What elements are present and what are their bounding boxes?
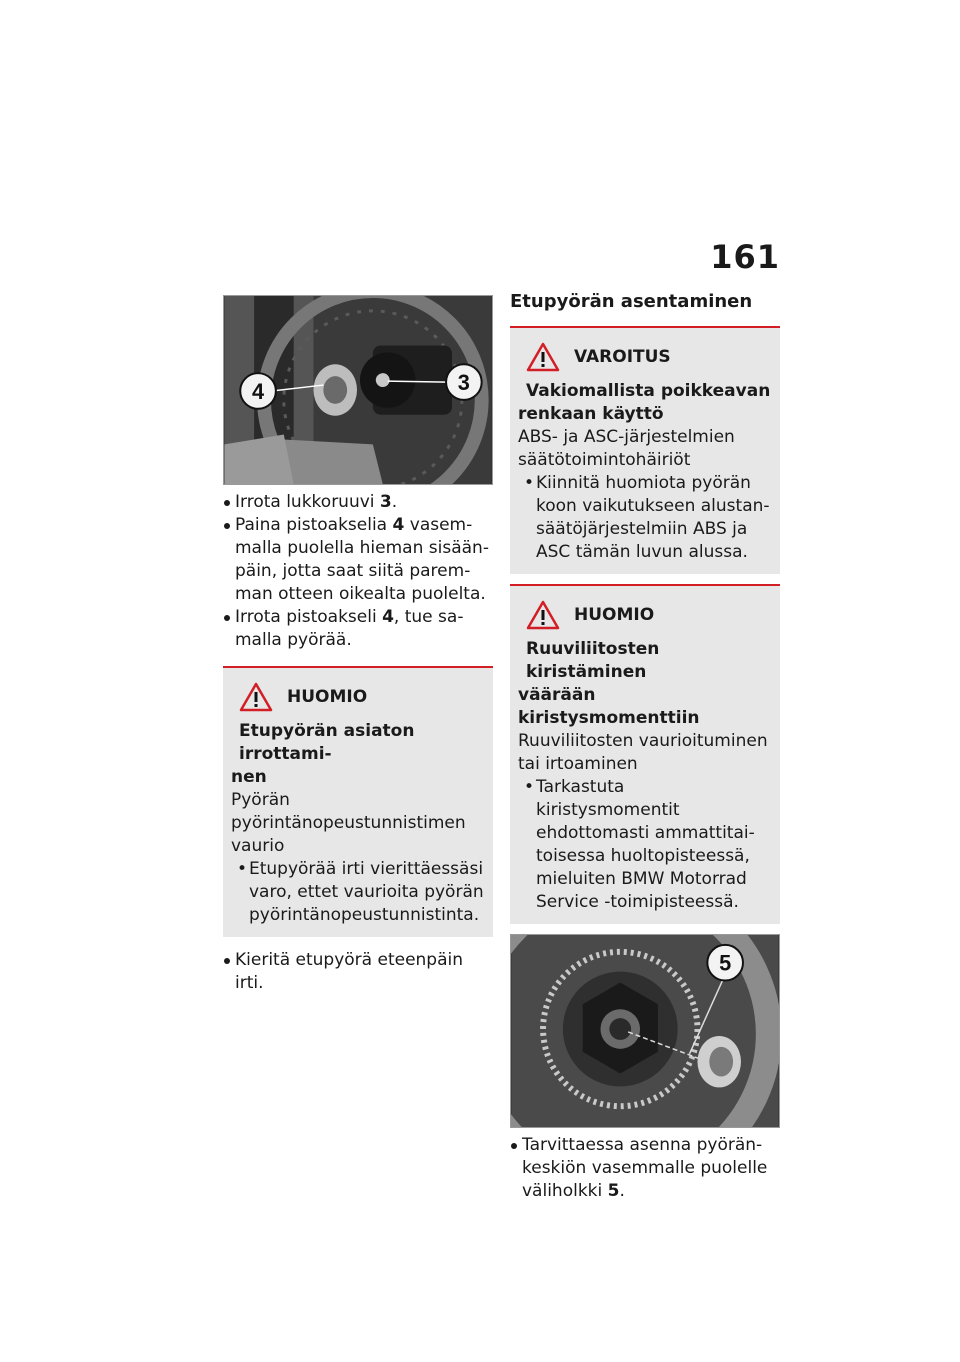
wheel-axle-photo bbox=[223, 295, 493, 485]
warning-triangle-icon bbox=[526, 342, 560, 372]
notice-steps bbox=[518, 472, 772, 564]
list-item: • Etupyörää irti vierittäessäsi varo, ettet vaurioita pyörän pyörintänopeustunnistinta. bbox=[237, 859, 484, 925]
list-item: Kieritä etupyörä eteenpäin irti. bbox=[223, 949, 493, 995]
notice-risk: Pyörän pyörintänopeustunnistimen vaurio bbox=[231, 790, 466, 856]
notice-label: HUOMIO bbox=[574, 605, 655, 625]
notice-header bbox=[518, 600, 772, 630]
callout-4: 4 bbox=[252, 378, 265, 404]
notice-subject: Etupyörän asiaton irrottami- nen bbox=[231, 721, 415, 787]
section-title: Etupyörän asentaminen bbox=[510, 291, 753, 312]
notice-steps bbox=[518, 776, 772, 914]
notice-label: VAROITUS bbox=[574, 347, 671, 367]
callout-5: 5 bbox=[719, 950, 732, 976]
removal-steps bbox=[223, 491, 493, 652]
left-column bbox=[223, 295, 493, 995]
notice-huomio-torque bbox=[510, 584, 780, 924]
roll-step bbox=[223, 949, 493, 995]
warning-triangle-icon bbox=[239, 682, 273, 712]
list-item: Tarvittaessa asenna pyöränkeskiön vasemmalle puolelle väliholkki 5. bbox=[510, 1134, 780, 1203]
spacer-sleeve-photo bbox=[510, 934, 780, 1128]
install-step bbox=[510, 1134, 780, 1203]
notice-risk: ABS- ja ASC-järjestelmien säätötoimintohäiriöt bbox=[518, 427, 735, 470]
right-column bbox=[510, 291, 780, 1203]
list-item: Irrota lukkoruuvi 3. bbox=[223, 491, 493, 514]
notice-subject: Vakiomallista poikkeavan renkaan käyttö bbox=[518, 381, 771, 424]
notice-huomio-removal bbox=[223, 666, 493, 937]
notice-subject: Ruuviliitosten kiristäminen väärään kiristysmomenttiin bbox=[518, 639, 700, 728]
notice-steps bbox=[231, 858, 485, 927]
list-item: • Tarkastuta kiristysmomentit ehdottomasti ammattitaitoisessa huoltopisteessä, mieluiten BMW Motorrad Service -toimipisteessä. bbox=[524, 777, 755, 912]
page-number: 161 bbox=[710, 238, 780, 276]
notice-label: HUOMIO bbox=[287, 687, 368, 707]
list-item: Paina pistoakselia 4 vasemmalla puolella hieman sisäänpäin, jotta saat siitä paremman otteen oikealta puolelta. bbox=[223, 514, 493, 606]
callout-3: 3 bbox=[457, 370, 470, 395]
list-item: • Kiinnitä huomiota pyörän koon vaikutukseen alustansäätöjärjestelmiin ABS ja ASC tämän luvun alussa. bbox=[524, 473, 770, 562]
notice-risk: Ruuviliitosten vaurioituminen tai irtoaminen bbox=[518, 731, 768, 774]
warning-triangle-icon bbox=[526, 600, 560, 630]
notice-header bbox=[518, 342, 772, 372]
list-item: Irrota pistoakseli 4, tue samalla pyörää. bbox=[223, 606, 493, 652]
notice-varoitus bbox=[510, 326, 780, 574]
notice-header bbox=[231, 682, 485, 712]
